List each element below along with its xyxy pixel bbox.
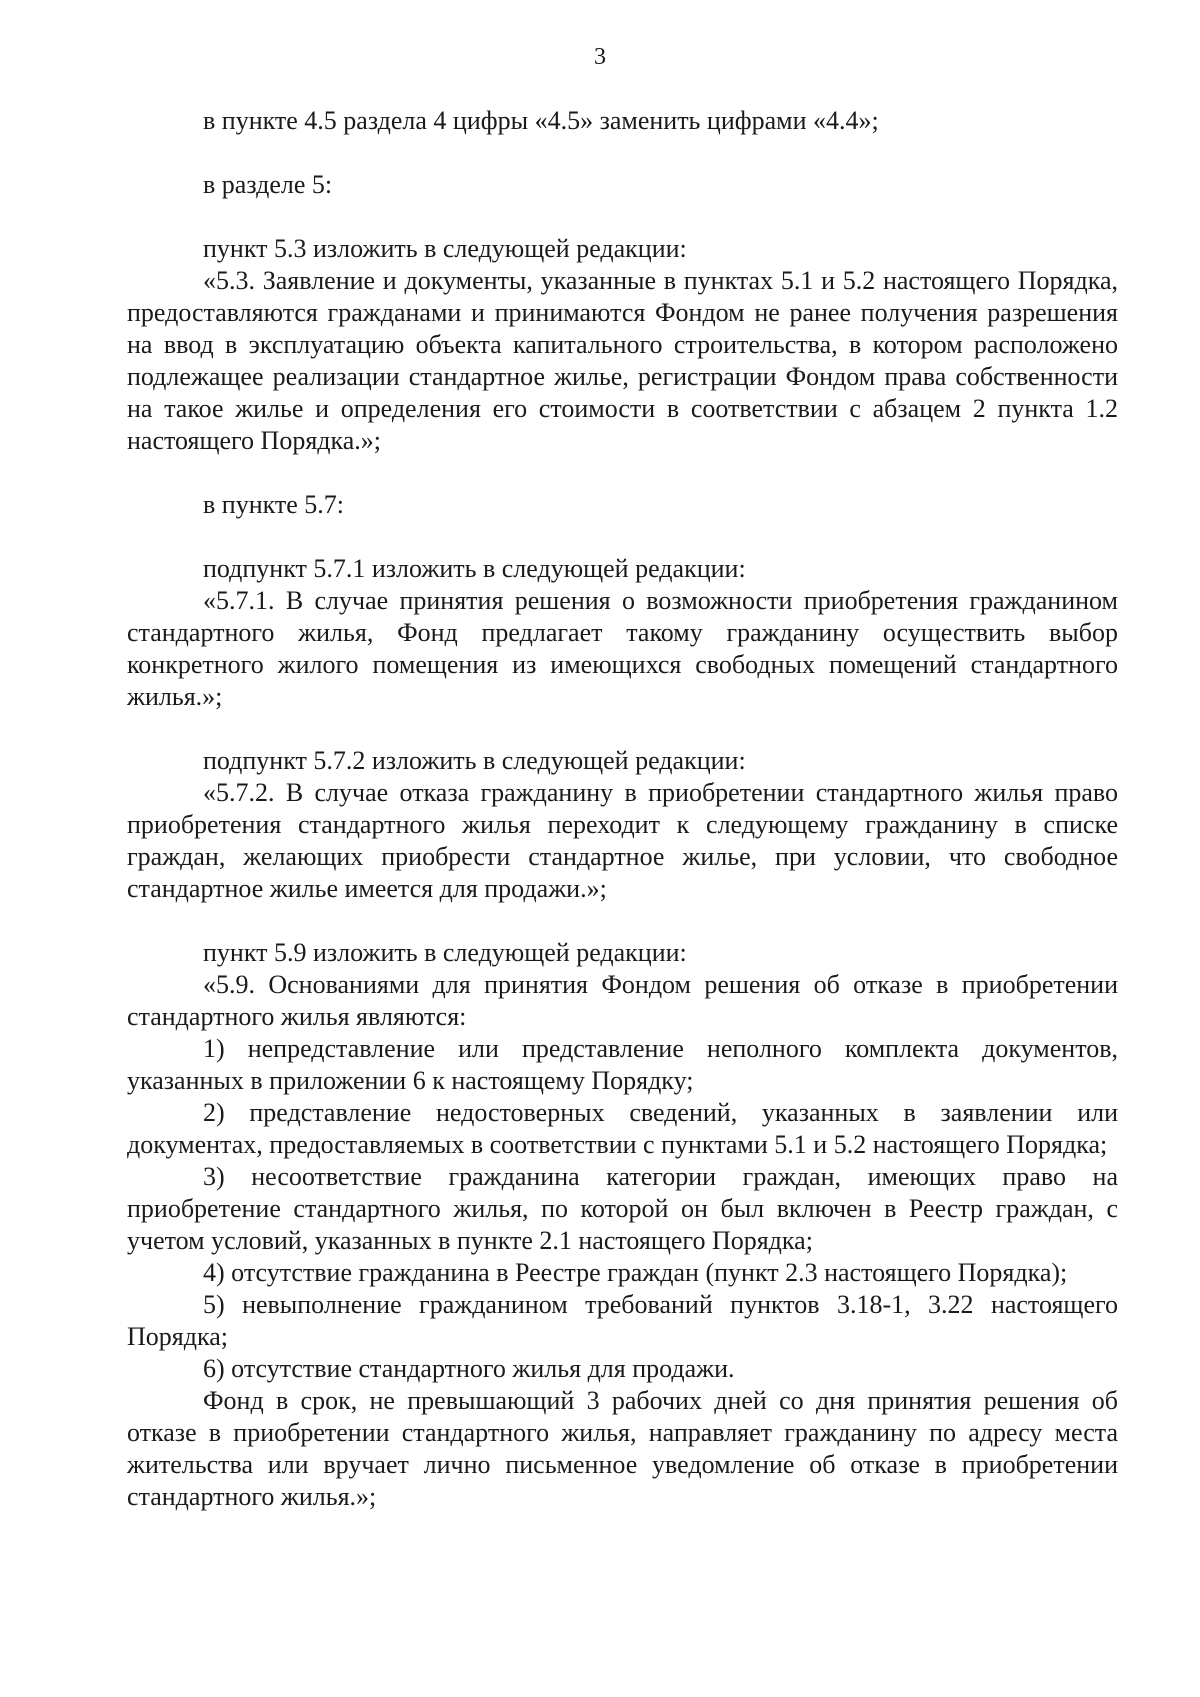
paragraph: подпункт 5.7.2 изложить в следующей редакции: [203, 746, 746, 775]
paragraph: в пункте 5.7: [203, 490, 345, 519]
paragraph: «5.3. Заявление и документы, указанные в пунктах 5.1 и 5.2 настоящего Порядка, предоставляются гражданами и принимаются Фондом не ранее получения разрешения на ввод в эксплуатацию объекта капитального строительства, в котором расположено подлежащее реализации стандартное жилье, регистрации Фондом права собственности на такое жилье и определения его стоимости в соответствии с абзацем 2 пункта 1.2 настоящего Порядка.»; [127, 266, 1118, 455]
paragraph: «5.7.2. В случае отказа гражданину в приобретении стандартного жилья право приобретения стандартного жилья переходит к следующему гражданину в списке граждан, желающих приобрести стандартное жилье, при условии, что свободное стандартное жилье имеется для продажи.»; [127, 778, 1118, 903]
paragraph: «5.9. Основаниями для принятия Фондом решения об отказе в приобретении стандартного жилья являются: [127, 970, 1118, 1031]
paragraph: пункт 5.3 изложить в следующей редакции: [203, 234, 687, 263]
paragraph: подпункт 5.7.1 изложить в следующей редакции: [203, 554, 746, 583]
paragraph: 4) отсутствие гражданина в Реестре граждан (пункт 2.3 настоящего Порядка); [203, 1258, 1068, 1287]
paragraph: 2) представление недостоверных сведений, указанных в заявлении или документах, предоставляемых в соответствии с пунктами 5.1 и 5.2 настоящего Порядка; [127, 1098, 1118, 1159]
paragraph: Фонд в срок, не превышающий 3 рабочих дней со дня принятия решения об отказе в приобретении стандартного жилья, направляет гражданину по адресу места жительства или вручает лично письменное уведомление об отказе в приобретении стандартного жилья.»; [127, 1386, 1118, 1511]
page-number: 3 [594, 44, 606, 70]
paragraph: в пункте 4.5 раздела 4 цифры «4.5» заменить цифрами «4.4»; [203, 106, 879, 135]
paragraph: «5.7.1. В случае принятия решения о возможности приобретения гражданином стандартного жилья, Фонд предлагает такому гражданину осуществить выбор конкретного жилого помещения из имеющихся свободных помещений стандартного жилья.»; [127, 586, 1118, 711]
paragraph: 6) отсутствие стандартного жилья для продажи. [203, 1354, 735, 1383]
document-body [127, 105, 1118, 1513]
paragraph: 3) несоответствие гражданина категории граждан, имеющих право на приобретение стандартного жилья, по которой он был включен в Реестр граждан, с учетом условий, указанных в пункте 2.1 настоящего Порядка; [127, 1162, 1118, 1255]
paragraph: в разделе 5: [203, 170, 333, 199]
paragraph: 1) непредставление или представление неполного комплекта документов, указанных в приложении 6 к настоящему Порядку; [127, 1034, 1118, 1095]
paragraph: 5) невыполнение гражданином требований пунктов 3.18-1, 3.22 настоящего Порядка; [127, 1290, 1118, 1351]
paragraph: пункт 5.9 изложить в следующей редакции: [203, 938, 687, 967]
